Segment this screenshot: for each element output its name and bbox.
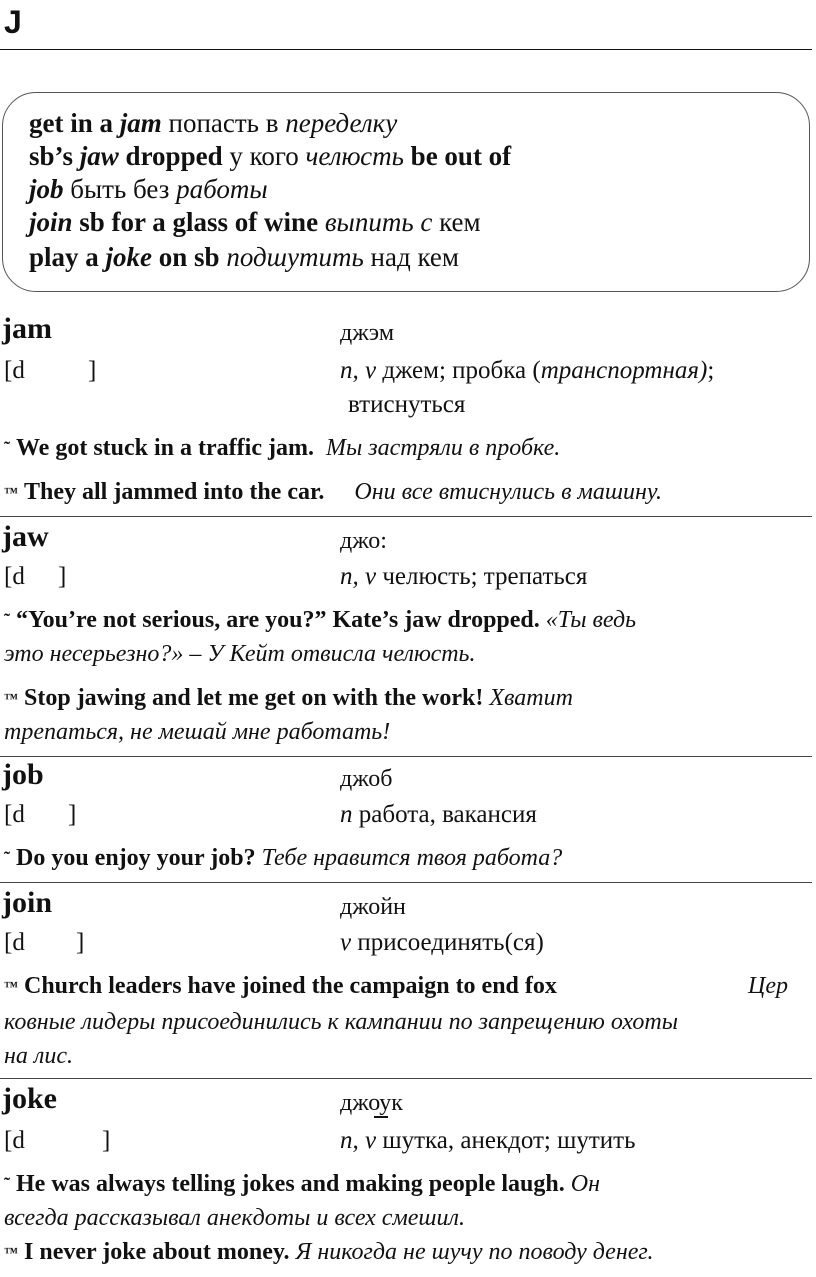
example-en: Do you enjoy your job?: [16, 845, 256, 871]
stress-mark: [374, 1116, 388, 1118]
part-of-speech: n, v: [340, 1127, 377, 1154]
phrase-line-4: [29, 206, 481, 238]
phrase-box: [2, 92, 810, 292]
entry-sense-cont: втиснуться: [348, 391, 466, 418]
sense-text: ;: [707, 357, 715, 384]
example-en: “You’re not serious, are you?” Kate’s jaw dropped.: [16, 607, 540, 633]
phrase-ru: у кого: [222, 141, 306, 171]
pron-open: [d: [4, 563, 25, 590]
sense-text: присоединять(ся): [351, 929, 544, 956]
example-ru: Я никогда не шучу по поводу денег.: [295, 1239, 654, 1265]
entry-pronunciation: [4, 562, 67, 592]
entry-transliteration: джоб: [340, 766, 393, 792]
example-1-ru-start: [748, 970, 788, 1002]
entry-sense: [340, 800, 537, 830]
pron-close: ]: [58, 563, 67, 590]
example-1-cont: [4, 1202, 465, 1234]
entry-headword-jam: jam: [2, 312, 52, 345]
example-1: [4, 604, 636, 636]
pron-open: [d: [4, 801, 25, 828]
tm-marker-icon: ™: [4, 1246, 18, 1261]
example-en: They all jammed into the car.: [24, 479, 325, 505]
phrase-keyword: join: [29, 207, 73, 237]
entry-pronunciation: [4, 356, 97, 386]
phrase-line-2: [29, 140, 511, 172]
example-2: [4, 682, 573, 714]
example-ru: на лис.: [4, 1043, 74, 1069]
example-ru: Они все втиснулись в машину.: [354, 479, 663, 505]
example-1: [4, 970, 557, 1002]
phrase-en: be out of: [403, 141, 512, 171]
phrase-ru-keyword: подшутить: [226, 242, 364, 272]
example-1-cont-2: [4, 1040, 73, 1072]
entry-sense: [340, 1126, 636, 1156]
phrase-en: dropped: [118, 141, 223, 171]
example-2: [4, 1236, 653, 1268]
phrase-en: sb for a glass of wine: [72, 207, 325, 237]
tilde-marker-icon: ˜: [4, 610, 10, 630]
example-1: [4, 432, 560, 464]
pron-close: ]: [76, 929, 85, 956]
phrase-ru: кем: [432, 207, 481, 237]
example-en: We got stuck in a traffic jam.: [16, 435, 314, 461]
entry-transliteration: джэм: [340, 320, 395, 346]
phrase-en: on sb: [152, 242, 227, 272]
example-ru: трепаться, не мешай мне работать!: [4, 719, 391, 745]
phrase-line-3: [29, 173, 268, 205]
sense-text: шутка, анекдот; шутить: [376, 1127, 636, 1154]
pron-open: [d: [4, 1127, 25, 1154]
part-of-speech: n, v: [340, 357, 377, 384]
entry-transliteration: джойн: [340, 894, 406, 920]
phrase-ru-keyword: переделку: [285, 108, 398, 138]
entry-transliteration: джо:: [340, 528, 387, 554]
phrase-keyword: jam: [119, 108, 162, 138]
entry-headword-join: join: [2, 886, 53, 919]
sense-text: джем; пробка (: [376, 357, 541, 384]
entry-sense: [340, 928, 544, 958]
phrase-ru-keyword: работы: [176, 174, 268, 204]
phrase-ru: быть без: [63, 174, 177, 204]
phrase-keyword: joke: [105, 242, 153, 272]
example-1: [4, 842, 562, 874]
entry-pronunciation: [4, 1126, 111, 1156]
part-of-speech: n, v: [340, 563, 377, 590]
tm-marker-icon: ™: [4, 980, 18, 995]
tm-marker-icon: ™: [4, 692, 18, 707]
tilde-marker-icon: ˜: [4, 848, 10, 868]
phrase-ru: попасть в: [161, 108, 286, 138]
example-1-cont: [4, 638, 475, 670]
header-rule: [0, 49, 812, 50]
phrase-en: sb’s: [29, 141, 80, 171]
phrase-en: play a: [29, 242, 106, 272]
pron-close: ]: [88, 357, 97, 384]
entry-divider: [0, 1078, 812, 1079]
sense-text-italic: транспортная): [540, 357, 708, 384]
part-of-speech: n: [340, 801, 353, 828]
example-ru: Мы застряли в пробке.: [325, 435, 561, 461]
example-2-cont: [4, 716, 390, 748]
example-ru: «Ты ведь: [545, 607, 637, 633]
example-en: Stop jawing and let me get on with the work!: [24, 685, 484, 711]
tm-marker-icon: ™: [4, 486, 18, 501]
entry-headword-joke: joke: [2, 1082, 57, 1115]
example-ru: Тебе нравится твоя работа?: [261, 845, 563, 871]
phrase-keyword: jaw: [79, 141, 119, 171]
example-en: Church leaders have joined the campaign to end fox: [24, 973, 557, 999]
example-en: He was always telling jokes and making people laugh.: [16, 1171, 565, 1197]
phrase-ru-keyword: выпить с: [324, 207, 433, 237]
entry-divider: [0, 756, 812, 757]
phrase-en: get in a: [29, 108, 120, 138]
entry-headword-job: job: [2, 758, 44, 791]
translit-part: джо: [340, 1090, 380, 1116]
example-ru: Он: [570, 1171, 600, 1197]
entry-divider: [0, 516, 812, 517]
example-ru: всегда рассказывал анекдоты и всех смешил.: [4, 1205, 466, 1231]
phrase-line-5: [29, 241, 459, 273]
example-ru: Хватит: [489, 685, 573, 711]
entry-sense: [340, 356, 714, 386]
example-1-cont: [4, 1006, 678, 1038]
section-letter: J: [4, 4, 22, 40]
entry-divider: [0, 882, 812, 883]
part-of-speech: v: [340, 929, 352, 956]
example-2: [4, 476, 662, 508]
pron-open: [d: [4, 357, 25, 384]
phrase-keyword: job: [29, 174, 64, 204]
phrase-ru: над кем: [363, 242, 459, 272]
example-1: [4, 1168, 600, 1200]
entry-transliteration: [340, 1088, 403, 1118]
tilde-marker-icon: ˜: [4, 1174, 10, 1194]
example-ru: это несерьезно?» – У Кейт отвисла челюсть.: [4, 641, 476, 667]
phrase-line-1: [29, 107, 397, 139]
pron-close: ]: [68, 801, 77, 828]
entry-pronunciation: [4, 800, 77, 830]
example-en: I never joke about money.: [24, 1239, 290, 1265]
entry-headword-jaw: jaw: [2, 520, 49, 553]
pron-open: [d: [4, 929, 25, 956]
phrase-ru-keyword: челюсть: [305, 141, 404, 171]
translit-part: ук: [379, 1090, 403, 1116]
example-ru: ковные лидеры присоединились к кампании по запрещению охоты: [4, 1009, 678, 1035]
example-ru: Цер: [748, 973, 788, 999]
sense-text: работа, вакансия: [352, 801, 537, 828]
pron-close: ]: [102, 1127, 111, 1154]
entry-sense: [340, 562, 587, 592]
tilde-marker-icon: ˜: [4, 438, 10, 458]
sense-text: челюсть; трепаться: [376, 563, 588, 590]
entry-pronunciation: [4, 928, 85, 958]
